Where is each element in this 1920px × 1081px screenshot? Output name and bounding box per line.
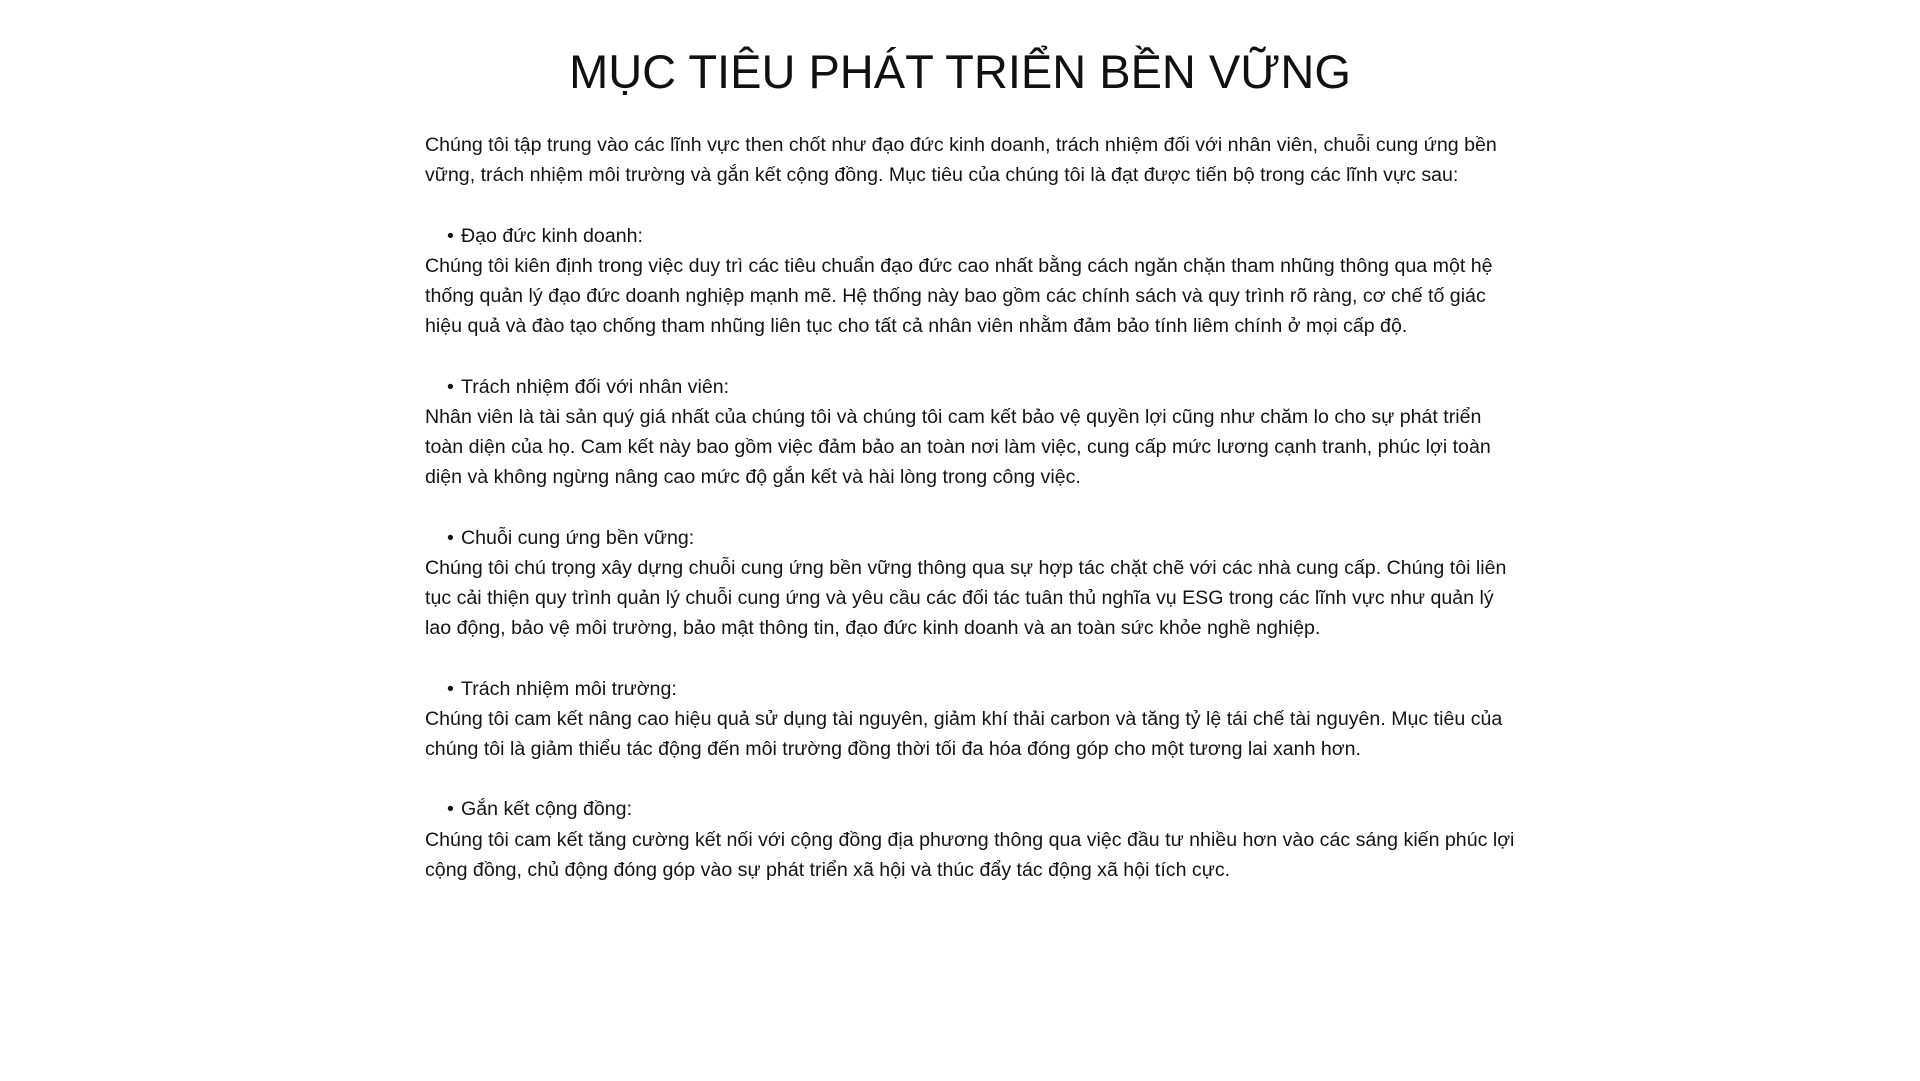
- intro-paragraph: Chúng tôi tập trung vào các lĩnh vực then chốt như đạo đức kinh doanh, trách nhiệm đối với nhân viên, chuỗi cung ứng bền vững, trách nhiệm môi trường và gắn kết cộng đồng. Mục tiêu của chúng tôi là đạt được tiến bộ trong các lĩnh vực sau:: [425, 134, 1497, 187]
- section-body-environmental-responsibility: Chúng tôi cam kết nâng cao hiệu quả sử dụng tài nguyên, giảm khí thải carbon và tăng tỷ lệ tái chế tài nguyên. Mục tiêu của chúng tôi là giảm thiểu tác động đến môi trường đồng thời tối đa hóa đóng góp cho một tương lai xanh hơn.: [425, 707, 1503, 760]
- page-title: MỤC TIÊU PHÁT TRIỂN BỀN VỮNG: [569, 45, 1351, 98]
- section-body-sustainable-supply-chain: Chúng tôi chú trọng xây dựng chuỗi cung ứng bền vững thông qua sự hợp tác chặt chẽ với các nhà cung cấp. Chúng tôi liên tục cải thiện quy trình quản lý chuỗi cung ứng và yêu cầu các đối tác tuân thủ nghĩa vụ ESG trong các lĩnh vực như quản lý lao động, bảo vệ môi trường, bảo mật thông tin, đạo đức kinh doanh và an toàn sức khỏe nghề nghiệp.: [425, 556, 1507, 640]
- section-heading-label: Trách nhiệm đối với nhân viên:: [461, 375, 730, 398]
- section-body-community-engagement: Chúng tôi cam kết tăng cường kết nối với cộng đồng địa phương thông qua việc đầu tư nhiều hơn vào các sáng kiến phúc lợi cộng đồng, chủ động đóng góp vào sự phát triển xã hội và thúc đẩy tác động xã hội tích cực.: [425, 828, 1515, 881]
- bullet-icon: •: [447, 224, 454, 247]
- bullet-icon: •: [447, 798, 454, 821]
- section-heading-sustainable-supply-chain: [425, 523, 1515, 553]
- section-heading-label: Trách nhiệm môi trường:: [461, 677, 677, 700]
- section-heading-community-engagement: [425, 794, 1515, 824]
- spacer: [425, 643, 1515, 673]
- section-heading-employee-responsibility: [425, 372, 1515, 402]
- section-heading-business-ethics: [425, 221, 1515, 251]
- section-heading-environmental-responsibility: [425, 674, 1515, 704]
- spacer: [425, 492, 1515, 522]
- section-heading-label: Chuỗi cung ứng bền vững:: [461, 526, 695, 549]
- bullet-icon: •: [447, 526, 454, 549]
- section-heading-label: Đạo đức kinh doanh:: [461, 224, 643, 247]
- bullet-icon: •: [447, 677, 454, 700]
- section-body-employee-responsibility: Nhân viên là tài sản quý giá nhất của chúng tôi và chúng tôi cam kết bảo vệ quyền lợi cũng như chăm lo cho sự phát triển toàn diện của họ. Cam kết này bao gồm việc đảm bảo an toàn nơi làm việc, cung cấp mức lương cạnh tranh, phúc lợi toàn diện và không ngừng nâng cao mức độ gắn kết và hài lòng trong công việc.: [425, 405, 1491, 489]
- spacer: [425, 341, 1515, 371]
- section-body-business-ethics: Chúng tôi kiên định trong việc duy trì các tiêu chuẩn đạo đức cao nhất bằng cách ngăn chặn tham nhũng thông qua một hệ thống quản lý đạo đức doanh nghiệp mạnh mẽ. Hệ thống này bao gồm các chính sách và quy trình rõ ràng, cơ chế tố giác hiệu quả và đào tạo chống tham nhũng liên tục cho tất cả nhân viên nhằm đảm bảo tính liêm chính ở mọi cấp độ.: [425, 254, 1493, 338]
- spacer: [425, 764, 1515, 794]
- document-body: [425, 130, 1515, 885]
- bullet-icon: •: [447, 375, 454, 398]
- spacer: [425, 190, 1515, 220]
- section-heading-label: Gắn kết cộng đồng:: [461, 798, 633, 821]
